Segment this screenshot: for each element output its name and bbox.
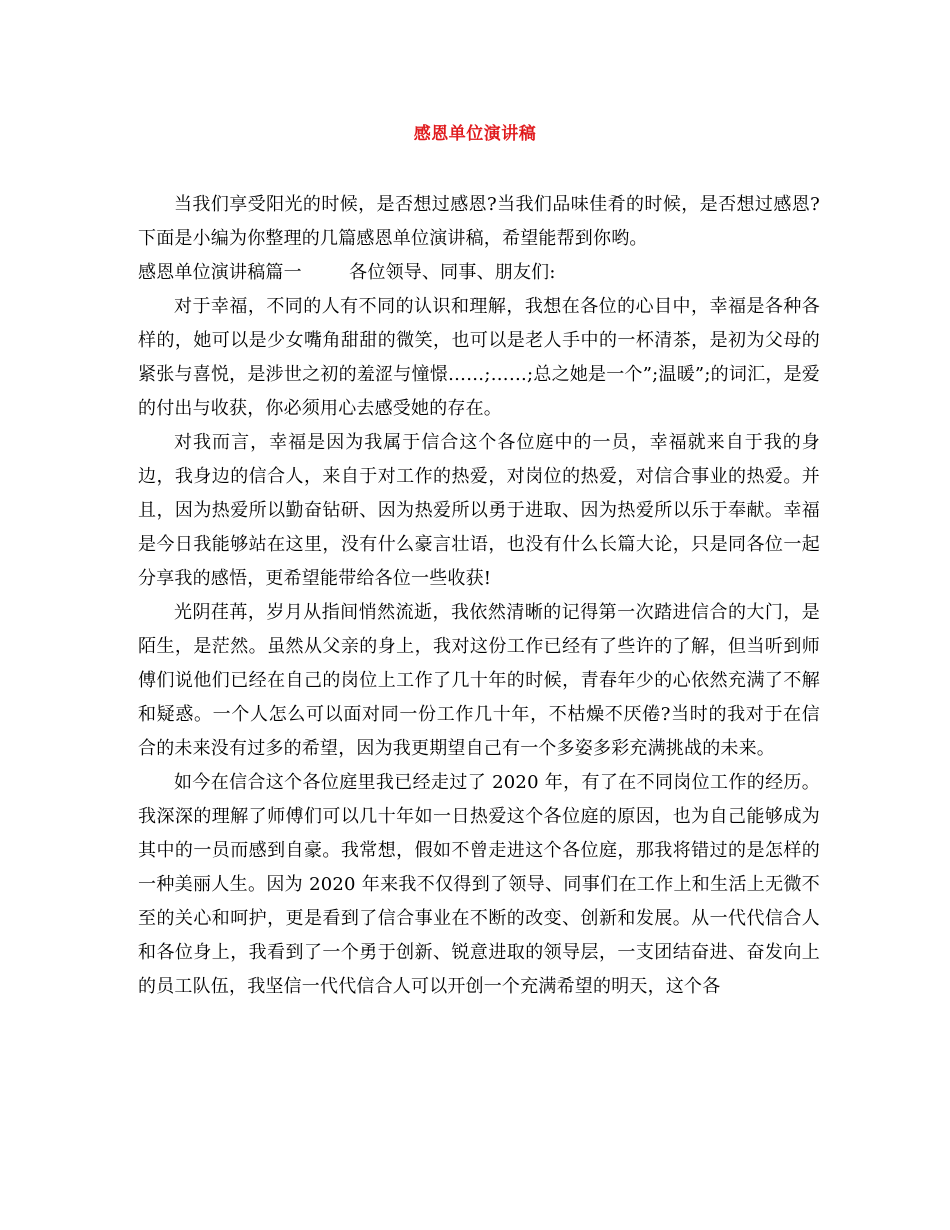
section-heading: 感恩单位演讲稿篇一 各位领导、同事、朋友们: [138,262,556,283]
body-paragraph: 光阴荏苒，岁月从指间悄然流逝，我依然清晰的记得第一次踏进信合的大门，是陌生，是茫然。虽然从父亲的身上，我对这份工作已经有了些许的了解，但当听到师傅们说他们已经在自己的岗位上工作了几十年的时候，青春年少的心依然充满了不解和疑惑。一个人怎么可以面对同一份工作几十年，不枯燥不厌倦?当时的我对于在信合的未来没有过多的希望，因为我更期望自己有一个多姿多彩充满挑战的未来。 [138,602,820,759]
body-paragraph: 对我而言，幸福是因为我属于信合这个各位庭中的一员，幸福就来自于我的身边，我身边的信合人，来自于对工作的热爱，对岗位的热爱，对信合事业的热爱。并且，因为热爱所以勤奋钻研、因为热爱所以勇于进取、因为热爱所以乐于奉献。幸福是今日我能够站在这里，没有什么豪言壮语，也没有什么长篇大论，只是同各位一起分享我的感悟，更希望能带给各位一些收获! [138,432,820,589]
document-title: 感恩单位演讲稿 [413,124,537,144]
body-paragraph: 如今在信合这个各位庭里我已经走过了 2020 年，有了在不同岗位工作的经历。我深深的理解了师傅们可以几十年如一日热爱这个各位庭的原因，也为自己能够成为其中的一员而感到自豪。我常想，假如不曾走进这个各位庭，那我将错过的是怎样的一种美丽人生。因为 2020 年来我不仅得到了领导、同事们在工作上和生活上无微不至的关心和呵护，更是看到了信合事业在不断的改变、创新和发展。从一代代信合人和各位身上，我看到了一个勇于创新、锐意进取的领导层，一支团结奋进、奋发向上的员工队伍，我坚信一代代信合人可以开创一个充满希望的明天，这个各 [138,772,820,997]
document-body [138,188,820,1004]
body-paragraph: 对于幸福，不同的人有不同的认识和理解，我想在各位的心目中，幸福是各种各样的，她可以是少女嘴角甜甜的微笑，也可以是老人手中的一杯清茶，是初为父母的紧张与喜悦，是涉世之初的羞涩与憧憬……;……;总之她是一个”;温暖”;的词汇，是爱的付出与收获，你必须用心去感受她的存在。 [138,296,820,419]
intro-paragraph: 当我们享受阳光的时候，是否想过感恩?当我们品味佳肴的时候，是否想过感恩?下面是小编为你整理的几篇感恩单位演讲稿，希望能帮到你哟。 [138,194,820,249]
